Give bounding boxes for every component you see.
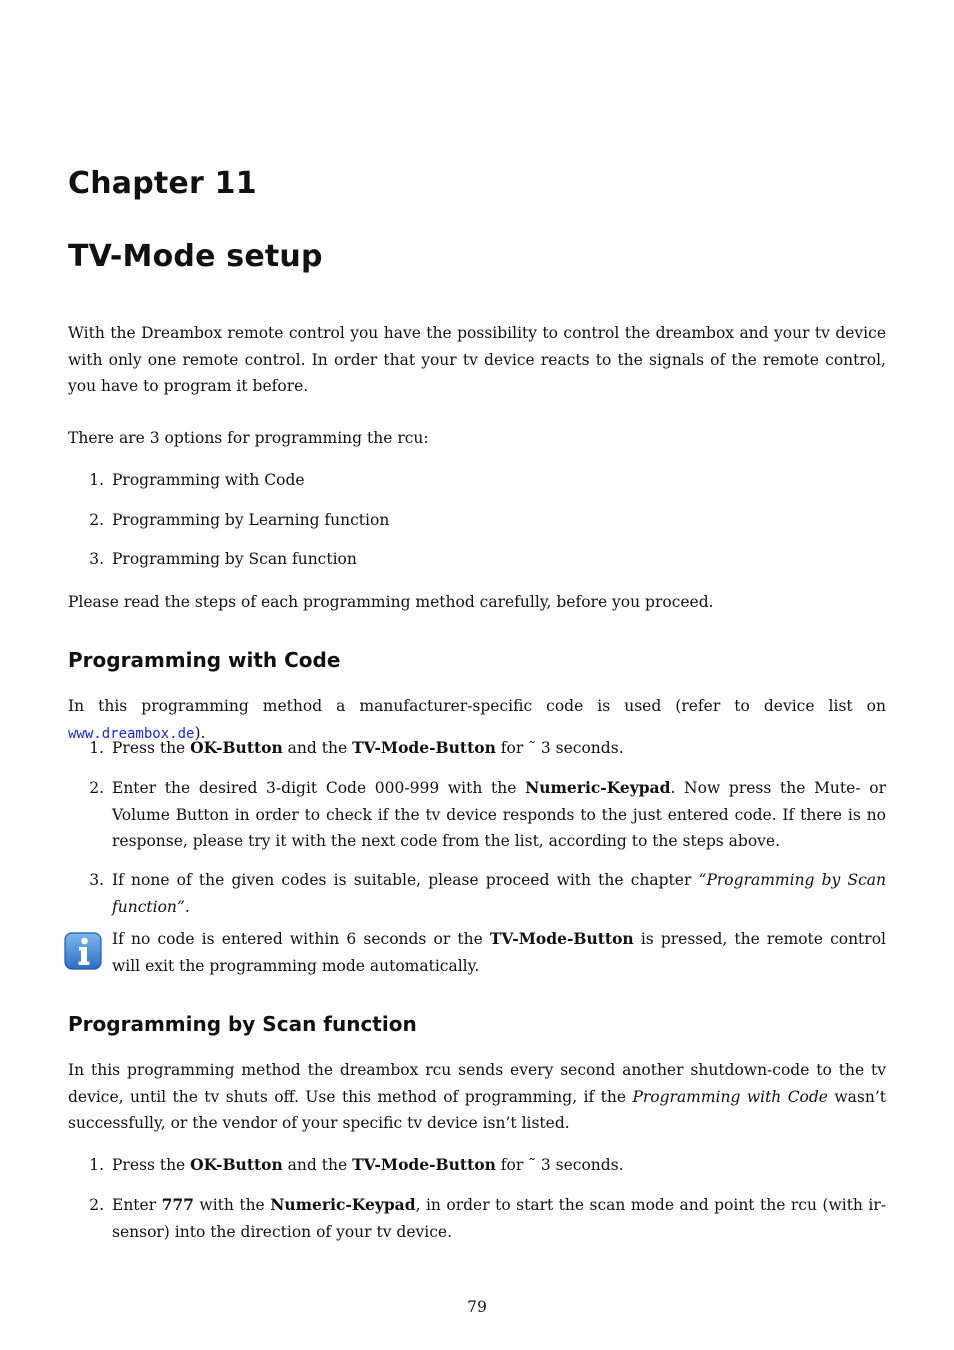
instruction-note: Please read the steps of each programming method carefully, before you proceed.	[68, 593, 714, 611]
chapter-label: Chapter 11	[68, 166, 257, 201]
document-page: Chapter 11 TV-Mode setup With the Dreambox remote control you have the possibility to control the dreambox and your tv device with only one remote control. In order that your tv device reacts to the signals of the remote control, you have to program it before. There are 3 options for programming the rcu: 1. Programming with Code 2. Programming by Learning function 3. Programming by Scan function Please read the steps of each programming method carefully, before you proceed. Programming with Code In this programming method a manufacturer-specific code is used (refer to device list on www.dreambox.de). 1. Press the OK-Button and the TV-Mode-Button for ˜ 3 seconds. 2. Enter the desired 3-digit Code 000-999 with the Numeric-Keypad. Now press the Mute- or Volume Button in order to check if the tv device responds to the just entered code. If there is no response, please try it with the next code from the list, according to the steps above. 3. If none of the given codes is suitable, please proceed with the chapter “Programming by Scan function”. If no code is entered within 6 seconds or the TV-Mode-Button is pressed, the remote control will exit the programming mode automatically. Programming by Scan function In this programming method the dreambox rcu sends every second another shutdown-code to the tv device, until the tv shuts off. Use this method of programming, if the Programming with Code wasn’t successfully, or the vendor of your specific tv device isn’t listed. 1. Press the OK-Button and the TV-Mode-Button for ˜ 3 seconds. 2. Enter 777 with the Numeric-Keypad, in order to start the scan mode and point the rcu (with ir-sensor) into the direction of your tv device. 79	[68, 0, 886, 1350]
page-number: 79	[467, 1298, 487, 1316]
section-heading-code: Programming with Code	[68, 648, 341, 672]
info-icon	[64, 932, 102, 970]
options-lead: There are 3 options for programming the rcu:	[68, 429, 429, 447]
dreambox-link[interactable]: www.dreambox.de	[68, 725, 195, 742]
section-heading-scan: Programming by Scan function	[68, 1012, 417, 1036]
intro-paragraph: With the Dreambox remote control you have the possibility to control the dreambox and your tv device with only one remote control. In order that your tv device reacts to the signals of the remote control, you have to program it before.	[68, 324, 886, 395]
chapter-title: TV-Mode setup	[68, 239, 323, 274]
code-intro: In this programming method a manufacturer-specific code is used (refer to device list on www.dreambox.de).	[68, 697, 886, 742]
scan-intro: In this programming method the dreambox rcu sends every second another shutdown-code to the tv device, until the tv shuts off. Use this method of programming, if the Programming with Code wasn’t successfully, or the vendor of your specific tv device isn’t listed.	[68, 1061, 886, 1132]
